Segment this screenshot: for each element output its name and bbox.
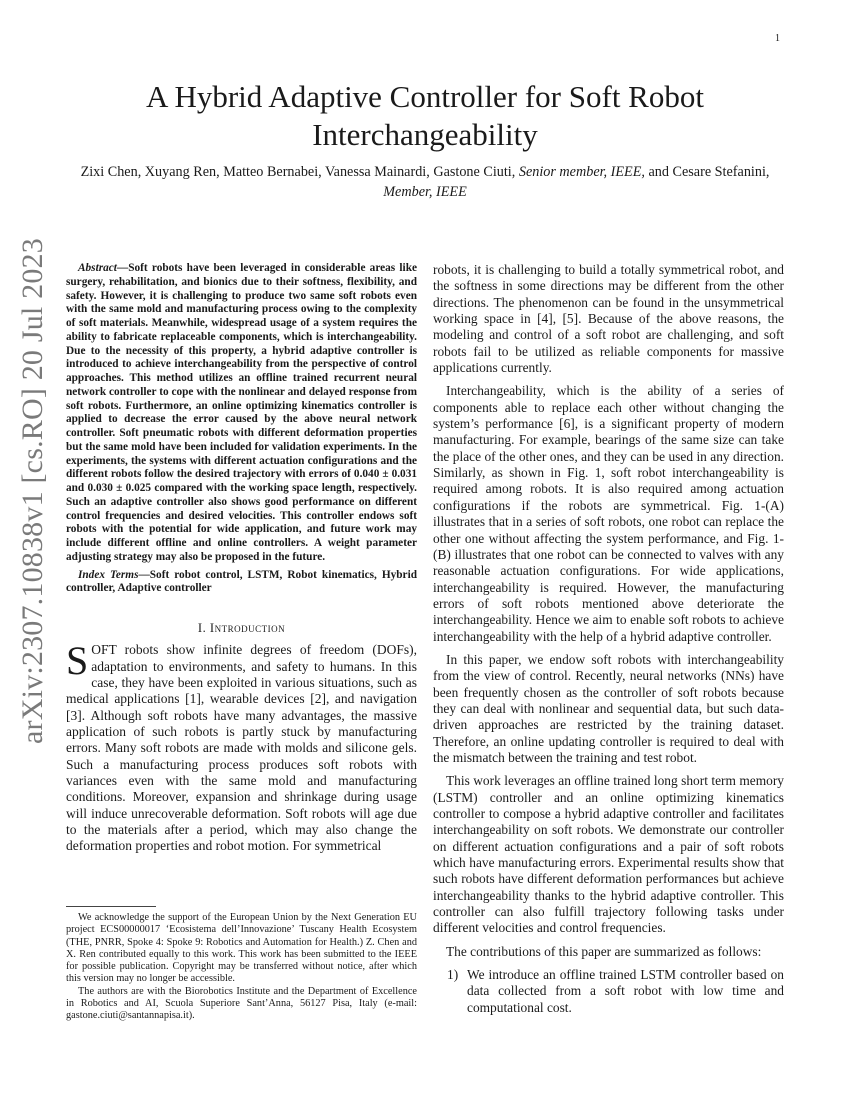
right-column (433, 262, 784, 1016)
author-role-senior: Senior member, IEEE, (518, 164, 645, 180)
acknowledgement-footnote: We acknowledge the support of the European Union by the Next Generation EU project ECS00000017 ‘Ecosistema dell’Innovazione’ Tuscany Health Ecosystem (THE, PNRR, Spoke 4: Spoke 9: Robotics and Automation for Health.) Z. Chen and X. Ren contributed equally to this work. This work has been submitted to the IEEE for possible publication. Copyright may be transferred without notice, after which this version may no longer be accessible. (66, 912, 417, 985)
index-terms-label: Index Terms (78, 568, 139, 581)
abstract-text: —Soft robots have been leveraged in considerable areas like surgery, rehabilitation, and bionics due to their softness, flexibility, and safety. However, it is challenging to produce two same soft robots even with the same mold and manufacturing process owing to the complexity of soft materials. Meanwhile, widespread usage of a system requires the ability to fabricate replaceable components, which is interchangeability. Due to the necessity of this property, a hybrid adaptive controller is introduced to achieve interchangeability from the perspective of control approaches. This method utilizes an offline trained recurrent neural network controller to cope with the nonlinear and delayed response from soft robots. Furthermore, an online optimizing kinematics controller is applied to decrease the error caused by the above neural network controller. Soft pneumatic robots with different deformation properties but the same mold have been included for validation experiments. In the experiments, the systems with different actuation configurations and the different robots follow the desired trajectory with errors of 0.040 ± 0.031 and 0.030 ± 0.025 compared with the working space length, respectively. Such an adaptive controller also shows good performance on different control frequencies and desired velocities. This controller endows soft robots with the potential for wide application, and future work may include different offline and online controllers. A weight parameter adjusting strategy may also be proposed in the future. (66, 262, 417, 563)
drop-cap: S (66, 638, 89, 684)
right-paragraph-2: Interchangeability, which is the ability of a series of components able to replace each other without changing the system’s performance [6], is a significant property of modern manufacturing. For example, bearings of the same size can take the place of the other ones, and they can be used in any direction. Similarly, as shown in Fig. 1, soft robot interchangeability is required among robots. It is also required among actuation configurations if the robots are symmetrical. Fig. 1-(A) illustrates that in a series of soft robots, one robot can replace the other one without affecting the system performance, and Fig. 1-(B) illustrates that one robot can be connected to valves with any reasonable actuation configurations. For wide applications, interchangeability is required. However, the manufacturing errors of soft robots mentioned above deteriorate the interchangeability. Hence we aim to enable soft robots to achieve interchangeability with the help of a hybrid adaptive controller. (433, 383, 784, 644)
page-number: 1 (775, 33, 780, 44)
right-paragraph-1: robots, it is challenging to build a totally symmetrical robot, and the softness in some directions may be different from the other directions. The phenomenon can be found in the unsymmetrical working space in [4], [5]. Because of the above reasons, the modeling and control of a soft robot are challenging, and soft robots fail to be utilized as reliable components for massive applications currently. (433, 262, 784, 376)
right-paragraph-3: In this paper, we endow soft robots with interchangeability from the view of control. Recently, neural networks (NNs) have been frequently chosen as the controller of soft robots because they can deal with nonlinear and sequential data, but such data-driven approaches are restricted by the training dataset. Therefore, an online updating controller is required to deal with the mismatch between the training and test robot. (433, 651, 784, 765)
list-item-text: We introduce an offline trained LSTM controller based on data collected from a soft robot with low time and computational cost. (467, 967, 784, 1015)
contribution-list (433, 967, 784, 1016)
index-terms (66, 569, 417, 597)
right-paragraph-5: The contributions of this paper are summarized as follows: (446, 943, 762, 959)
authors-names: Zixi Chen, Xuyang Ren, Matteo Bernabei, Vanessa Mainardi, Gastone Ciuti, (80, 164, 519, 180)
section-heading-introduction: I. Introduction (197, 621, 286, 635)
authors-and: and Cesare Stefanini, (644, 164, 770, 180)
arxiv-id-text: arXiv:2307.10838v1 [cs.RO] 20 Jul 2023 (16, 238, 49, 744)
affiliation-footnote: The authors are with the Biorobotics Institute and the Department of Excellence in Robotics and AI, Scuola Superiore Sant’Anna, 56127 Pisa, Italy (e-mail: gastone.ciuti@santannapisa.it). (66, 985, 417, 1022)
right-paragraph-4: This work leverages an offline trained long short term memory (LSTM) controller and an online optimizing kinematics controller to compose a hybrid adaptive controller and facilitates interchangeability on soft robots. We demonstrate our controller on different actuation configurations and a pair of soft robots which have manufacturing errors. Experimental results show that such robots have different deformation performances but achieve interchangeability thanks to the hybrid adaptive controller. This controller can also fulfill trajectory following tasks under different velocities and control frequencies. (433, 773, 784, 936)
list-item-number: 1) (447, 967, 459, 983)
intro-paragraph (66, 638, 417, 854)
intro-text: OFT robots show infinite degrees of freedom (DOFs), adaptation to environments, and safety to humans. In this case, they have been exploited in various situations, such as medical applications [1], wearable devices [2], and navigation [3]. Although soft robots have many advantages, the massive application of such robots is partly stuck by manufacturing errors. Many soft robots are made with molds and silicone gels. Such a manufacturing process produces soft robots with variances even with the same mold and manufacturing conditions. Moreover, expansion and shrinkage during usage will induce unrecoverable deformation. Soft robots will age due to the materials after a period, which may also change the deformation properties and robot motion. For symmetrical (66, 642, 417, 854)
paper-title: A Hybrid Adaptive Controller for Soft Robot Interchangeability (146, 79, 704, 152)
left-column (66, 262, 417, 855)
abstract-label: Abstract (78, 262, 117, 274)
author-role-member: Member, IEEE (383, 184, 467, 200)
arxiv-identifier (6, 238, 60, 744)
abstract (66, 262, 417, 565)
footnotes (66, 912, 417, 1023)
list-item (433, 967, 784, 1016)
index-terms-text: —Soft robot control, LSTM, Robot kinematics, Hybrid controller, Adaptive controller (66, 568, 417, 595)
author-list (68, 162, 782, 202)
footnote-divider (66, 906, 156, 907)
